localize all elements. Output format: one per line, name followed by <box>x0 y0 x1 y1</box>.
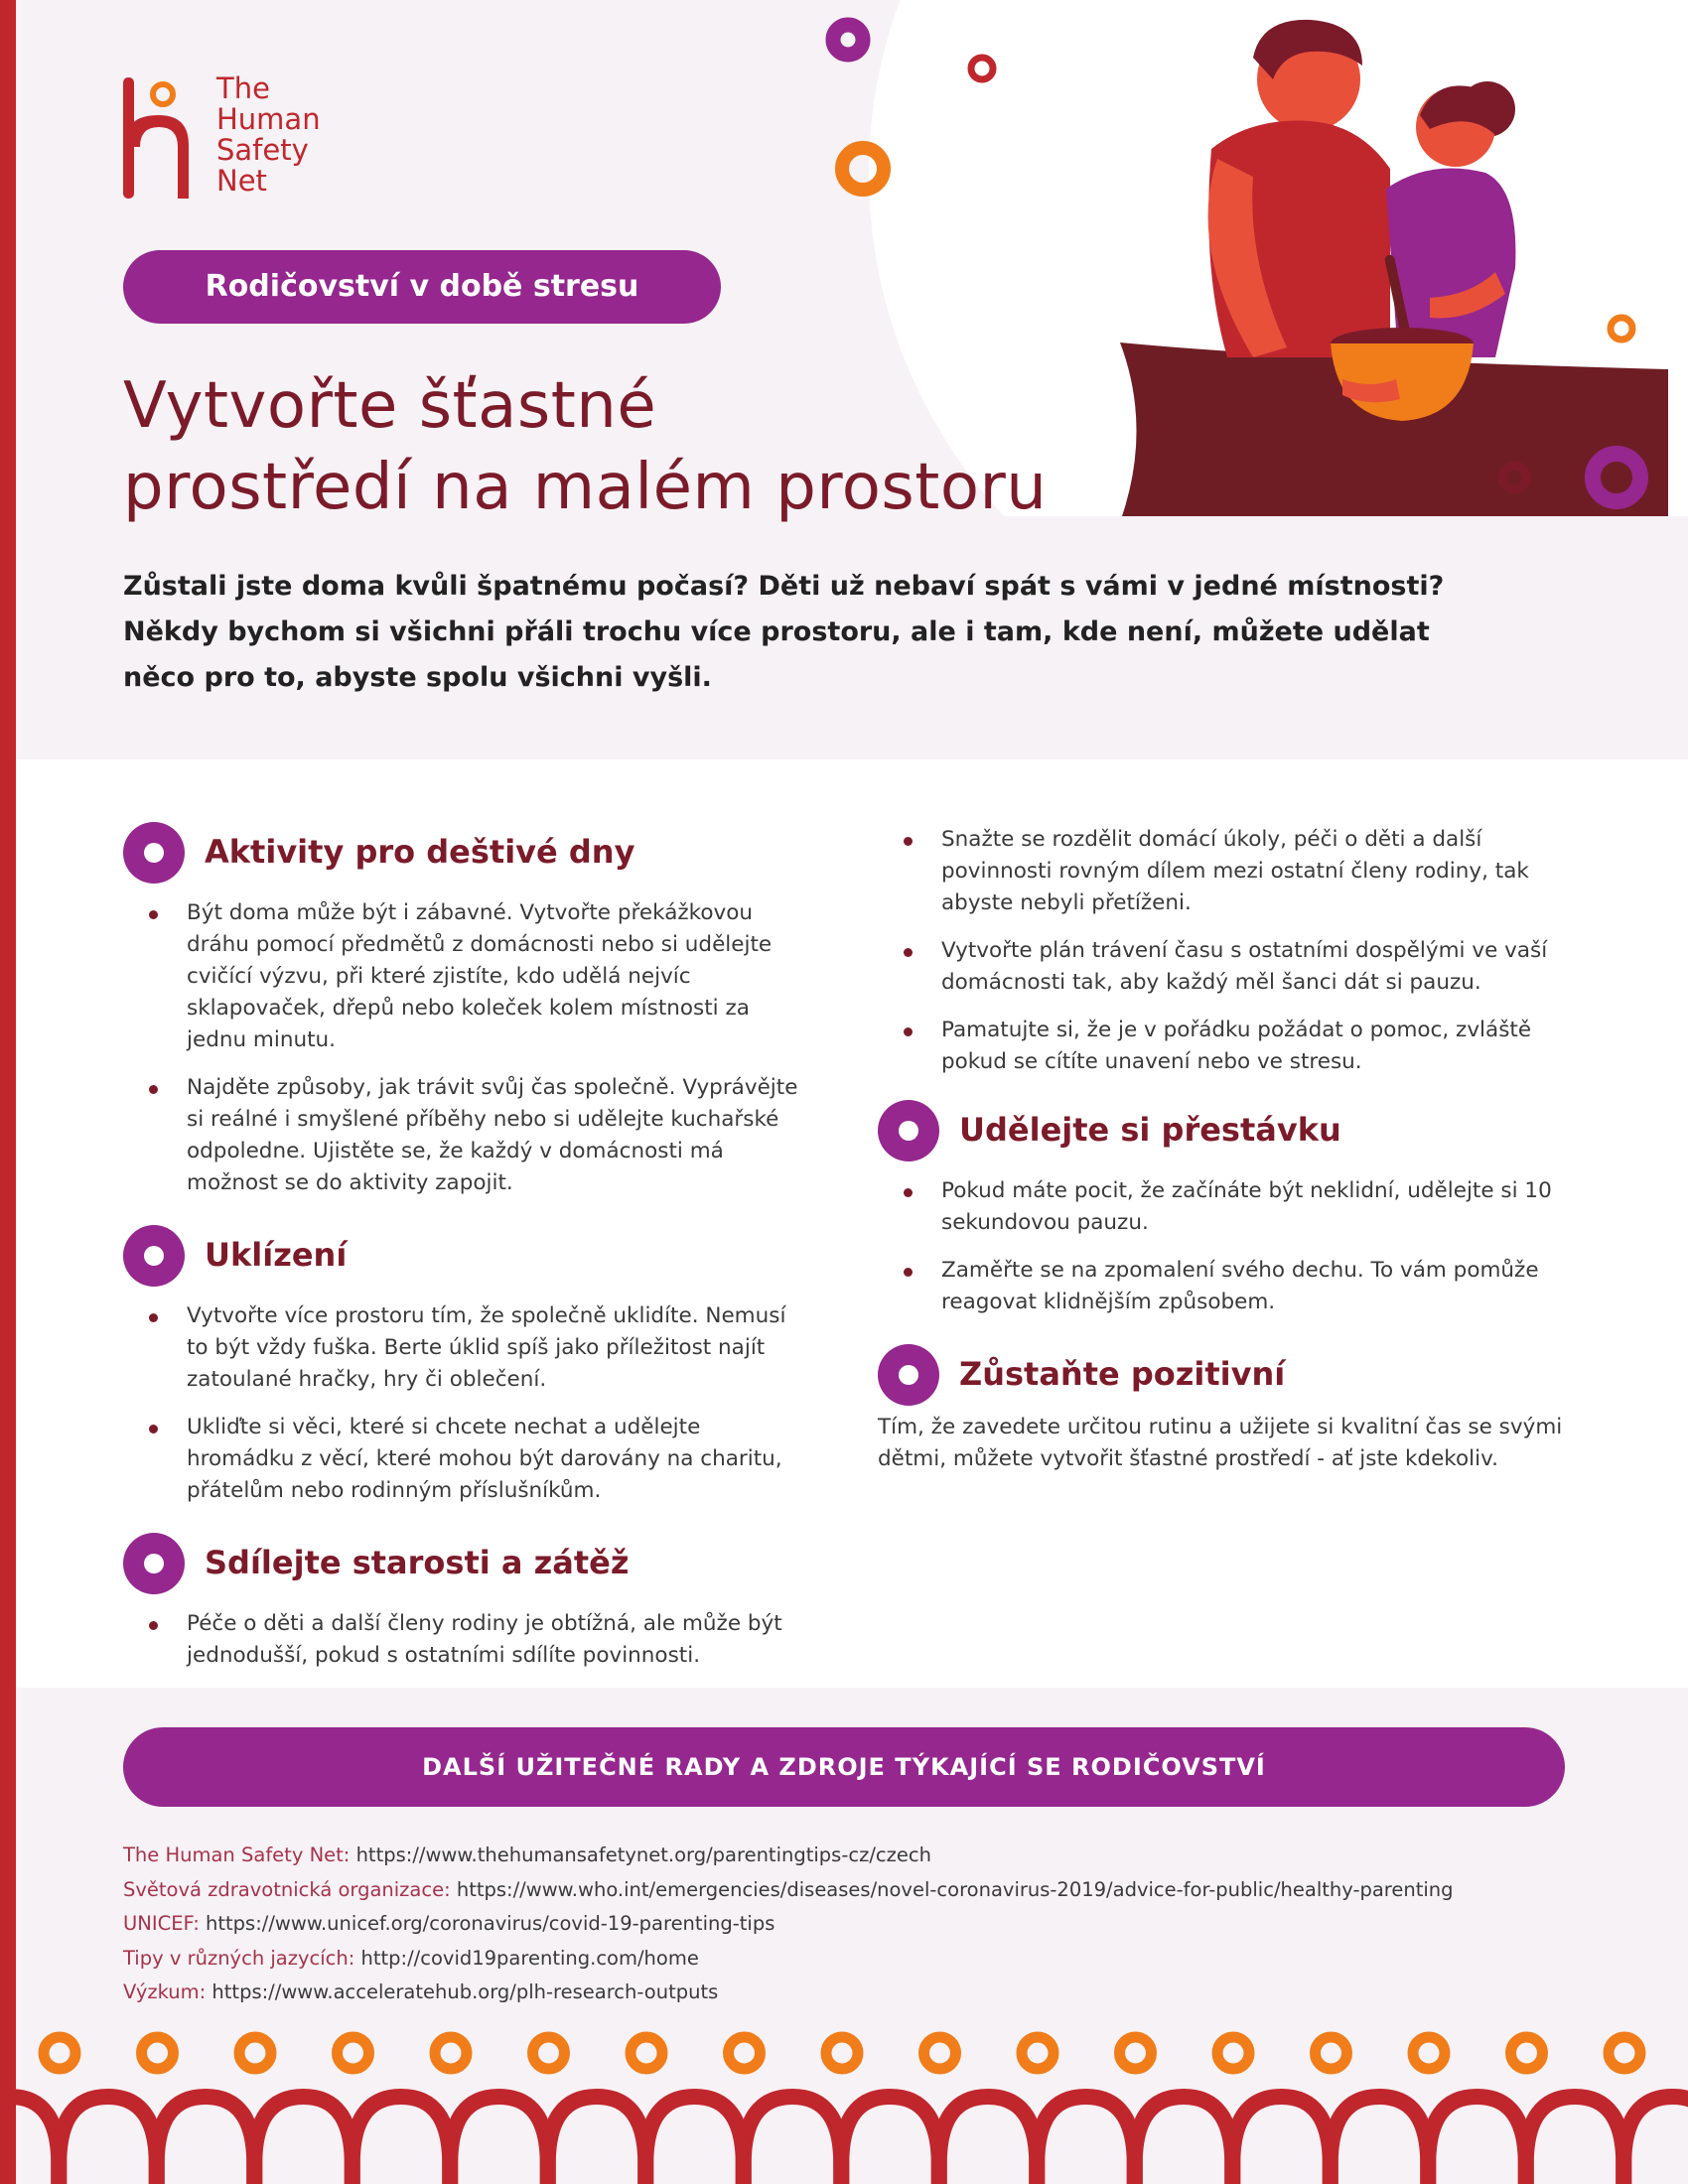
ring-icon <box>729 2037 761 2069</box>
resource-link[interactable]: https://www.unicef.org/coronavirus/covid-19-parenting-tips <box>206 1912 775 1935</box>
list-item: Najděte způsoby, jak trávit svůj čas společně. Vyprávějte si reálné i smyšlené příběhy nebo si udělejte kuchařské odpoledne. Ujistěte se, že každý v domácnosti má možnost se do aktivity zapojit. <box>123 1072 808 1199</box>
arch-shape <box>1428 2097 1526 2184</box>
arch-shape <box>59 2097 157 2184</box>
ring-icon <box>631 2037 662 2069</box>
resource-link[interactable]: https://www.acceleratehub.org/plh-research-outputs <box>211 1980 719 2003</box>
arch-shape <box>645 2097 744 2184</box>
ring-icon <box>44 2037 75 2069</box>
section-rainy-day-activities <box>123 822 808 1199</box>
list-item: Ukliďte si věci, které si chcete nechat a udělejte hromádku z věcí, které mohou být darovány na charitu, přátelům nebo rodinným příslušníkům. <box>123 1412 808 1507</box>
arch-shape <box>450 2097 548 2184</box>
ring-icon <box>239 2037 271 2069</box>
ring-icon <box>1609 2037 1640 2069</box>
section-text: Tím, že zavedete určitou rutinu a užijete si kvalitní čas se svými dětmi, můžete vytvořit šťastné prostředí - ať jste kdekoliv. <box>878 1415 1563 1471</box>
arch-shape <box>0 2097 59 2184</box>
section-share-load <box>123 1533 808 1672</box>
ring-icon <box>338 2037 369 2069</box>
ring-icon <box>1413 2037 1445 2069</box>
footer-pattern <box>0 2025 1688 2184</box>
list-item: Pamatujte si, že je v pořádku požádat o pomoc, zvláště pokud se cítíte unavení nebo ve stresu. <box>878 1015 1563 1078</box>
list-item: Péče o děti a další členy rodiny je obtížná, ale může být jednodušší, pokud s ostatními sdílíte povinnosti. <box>123 1608 808 1672</box>
list-item: Zaměřte se na zpomalení svého dechu. To vám pomůže reagovat klidnějším způsobem. <box>878 1255 1563 1318</box>
resource-link-row: Výzkum: https://www.acceleratehub.org/plh-research-outputs <box>123 1980 719 2003</box>
resources-heading: DALŠÍ UŽITEČNÉ RADY A ZDROJE TÝKAJÍCÍ SE RODIČOVSTVÍ <box>123 1727 1565 1807</box>
section-title: Zůstaňte pozitivní <box>959 1355 1286 1393</box>
section-title: Aktivity pro deštivé dny <box>205 833 635 871</box>
arch-shape <box>548 2097 646 2184</box>
arch-shape <box>841 2097 939 2184</box>
ring-icon <box>142 2037 174 2069</box>
list-item: Vytvořte plán trávení času s ostatními dospělými ve vaší domácnosti tak, aby každý měl šanci dát si pauzu. <box>878 935 1563 999</box>
resource-link[interactable]: https://www.who.int/emergencies/diseases/novel-coronavirus-2019/advice-for-public/healthy-parenting <box>456 1877 1454 1901</box>
ring-icon <box>1022 2037 1054 2069</box>
page-title: Vytvořte šťastné prostředí na malém prostoru <box>123 369 1048 524</box>
brand-name: The Human Safety Net <box>216 71 321 198</box>
ring-icon <box>826 2037 858 2069</box>
ring-icon <box>1316 2037 1347 2069</box>
arch-shape <box>744 2097 842 2184</box>
section-title: Uklízení <box>205 1236 348 1274</box>
ring-icon <box>1511 2037 1543 2069</box>
list-item: Snažte se rozdělit domácí úkoly, péči o děti a další povinnosti rovným dílem mezi ostatní členy rodiny, tak abyste nebyli přetíženi. <box>878 824 1563 919</box>
ring-icon <box>1217 2037 1249 2069</box>
bullet-circle-icon <box>878 1100 939 1161</box>
section-take-break <box>878 1100 1563 1318</box>
list-item: Být doma může být i zábavné. Vytvořte překážkovou dráhu pomocí předmětů z domácnosti nebo si udělejte cvičící výzvu, při které zjistíte, kdo udělá nejvíc sklapovaček, dřepů nebo koleček kolem místnosti za jednu minutu. <box>123 897 808 1056</box>
section-stay-positive <box>878 1344 1563 1475</box>
resource-link[interactable]: http://covid19parenting.com/home <box>360 1946 699 1970</box>
resource-link-row: UNICEF: https://www.unicef.org/coronavirus/covid-19-parenting-tips <box>123 1912 775 1935</box>
resource-link-row: Tipy v různých jazycích: http://covid19parenting.com/home <box>123 1946 699 1970</box>
arch-shape <box>157 2097 255 2184</box>
resource-link[interactable]: https://www.thehumansafetynet.org/parentingtips-cz/czech <box>355 1843 931 1866</box>
bullet-circle-icon <box>878 1344 939 1406</box>
bullet-circle-icon <box>123 822 185 884</box>
arch-shape <box>1135 2097 1233 2184</box>
resource-link-row: The Human Safety Net: https://www.thehumansafetynet.org/parentingtips-cz/czech <box>123 1843 931 1866</box>
arch-shape <box>939 2097 1038 2184</box>
resource-link-row: Světová zdravotnická organizace: https://www.who.int/emergencies/diseases/novel-coronavirus-2019/advice-for-public/healthy-parenting <box>123 1877 1454 1901</box>
intro-paragraph: Zůstali jste doma kvůli špatnému počasí? Děti už nebaví spát s vámi v jedné místnosti? Někdy bychom si všichni přáli trochu více prostoru, ale i tam, kde není, můžete udělat něco pro to, abyste spolu všichni vyšli. <box>123 571 1445 693</box>
arch-shape <box>1037 2097 1135 2184</box>
arch-shape <box>1331 2097 1429 2184</box>
right-column <box>878 824 1563 1475</box>
arch-shape <box>352 2097 451 2184</box>
ring-icon <box>435 2037 467 2069</box>
ring-icon <box>1120 2037 1152 2069</box>
section-tidying <box>123 1225 808 1507</box>
section-title: Sdílejte starosti a zátěž <box>205 1544 630 1581</box>
arch-shape <box>1623 2097 1688 2184</box>
list-item: Pokud máte pocit, že začínáte být neklidní, udělejte si 10 sekundovou pauzu. <box>878 1175 1563 1239</box>
arch-shape <box>254 2097 352 2184</box>
resources-links <box>123 1839 1652 2010</box>
bullet-circle-icon <box>123 1533 185 1594</box>
share-load-continued <box>878 824 1563 1078</box>
left-column <box>123 822 808 1688</box>
bullet-circle-icon <box>123 1225 185 1287</box>
arch-shape <box>1232 2097 1331 2184</box>
list-item: Vytvořte více prostoru tím, že společně uklidíte. Nemusí to být vždy fuška. Berte úklid spíš jako příležitost najít zatoulané hračky, hry či oblečení. <box>123 1300 808 1396</box>
section-title: Udělejte si přestávku <box>959 1111 1341 1149</box>
category-badge: Rodičovství v době stresu <box>123 250 721 324</box>
ring-icon <box>533 2037 565 2069</box>
arch-shape <box>1526 2097 1624 2184</box>
ring-icon <box>924 2037 956 2069</box>
